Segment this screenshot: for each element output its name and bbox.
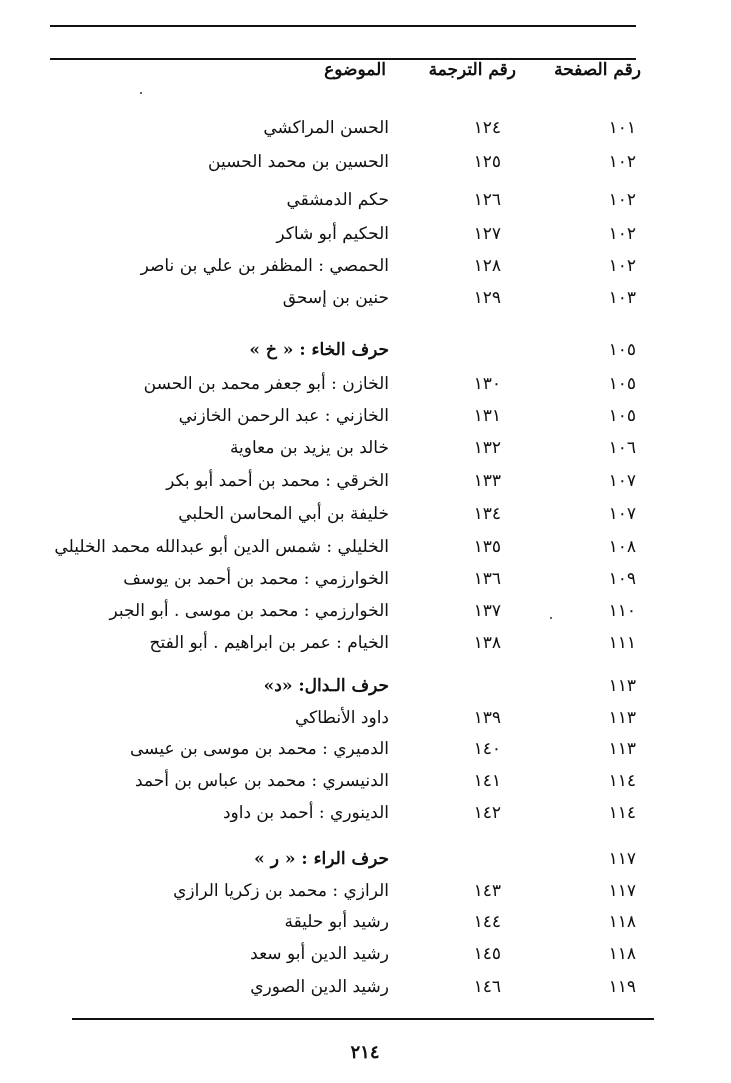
entry-number-cell: ١٣٦	[473, 569, 501, 589]
table-row	[0, 765, 731, 797]
table-row	[0, 797, 731, 829]
entry-number-cell: ١٣٢	[473, 438, 501, 458]
entry-number-cell: ١٣٥	[473, 537, 501, 557]
subject-cell: خالد بن يزيد بن معاوية	[229, 438, 389, 458]
entry-number-cell: ١٤٠	[473, 739, 501, 759]
page-cell: ١٠٨	[608, 537, 636, 557]
subject-cell: حكم الدمشقي	[286, 190, 389, 210]
entry-number-cell: ١٤٣	[473, 881, 501, 901]
entry-number-cell: ١٢٧	[473, 224, 501, 244]
entry-number-cell: ١٣١	[473, 406, 501, 426]
page-cell: ١١٧	[608, 881, 636, 901]
subject-cell: حنين بن إسحق	[282, 288, 389, 308]
page-cell: ١٠٢	[608, 190, 636, 210]
entry-number-cell: ١٢٩	[473, 288, 501, 308]
bottom-rule	[72, 1018, 654, 1020]
subject-cell: داود الأنطاكي	[294, 708, 389, 728]
table-row	[0, 368, 731, 400]
table-row	[0, 282, 731, 314]
page-cell: ١١٠	[608, 601, 636, 621]
entry-number-cell: ١٣٧	[473, 601, 501, 621]
subject-cell: رشيد أبو حليقة	[284, 912, 389, 932]
entry-number-cell: ١٣٠	[473, 374, 501, 394]
subject-cell: الخرقي : محمد بن أحمد أبو بكر	[166, 471, 389, 491]
page-cell: ١١٩	[608, 977, 636, 997]
top-rule	[50, 25, 636, 27]
entry-number-cell: ١٣٨	[473, 633, 501, 653]
subject-cell: الخازني : عبد الرحمن الخازني	[178, 406, 389, 426]
section-heading-row	[0, 843, 731, 875]
entry-number-cell: ١٤٤	[473, 912, 501, 932]
table-row	[0, 531, 731, 563]
table-row	[0, 702, 731, 734]
entry-number-cell: ١٣٣	[473, 471, 501, 491]
table-row	[0, 595, 731, 627]
table-row	[0, 938, 731, 970]
subject-cell: الخوارزمي : محمد بن أحمد بن يوسف	[123, 569, 389, 589]
subject-cell: الرازي : محمد بن زكريا الرازي	[173, 881, 389, 901]
page-cell: ١٠٥	[608, 340, 636, 360]
table-row	[0, 627, 731, 659]
header-subject-column: الموضوع	[324, 60, 386, 80]
section-heading-row	[0, 670, 731, 702]
entry-number-cell: ١٤٦	[473, 977, 501, 997]
table-row	[0, 875, 731, 907]
page-cell: ١١٤	[608, 803, 636, 823]
table-row	[0, 971, 731, 1003]
entry-number-cell: ١٤٢	[473, 803, 501, 823]
section-heading: حرف الخاء : « خ »	[249, 340, 389, 360]
entry-number-cell: ١٢٥	[473, 152, 501, 172]
page-cell: ١٠٢	[608, 256, 636, 276]
entry-number-cell: ١٣٤	[473, 504, 501, 524]
page-cell: ١٠٩	[608, 569, 636, 589]
table-row	[0, 498, 731, 530]
page-cell: ١٠٦	[608, 438, 636, 458]
page-cell: ١١٣	[608, 708, 636, 728]
page-cell: ١٠٧	[608, 471, 636, 491]
entry-number-cell: ١٢٨	[473, 256, 501, 276]
entry-number-cell: ١٢٦	[473, 190, 501, 210]
table-row	[0, 563, 731, 595]
page-cell: ١٠٥	[608, 374, 636, 394]
entry-number-cell: ١٤١	[473, 771, 501, 791]
table-row	[0, 400, 731, 432]
subject-cell: رشيد الدين الصوري	[250, 977, 389, 997]
page-cell: ١١١	[608, 633, 636, 653]
subject-cell: الحسين بن محمد الحسين	[208, 152, 389, 172]
subject-cell: الدنيسري : محمد بن عباس بن أحمد	[134, 771, 389, 791]
entry-number-cell: ١٢٤	[473, 118, 501, 138]
entry-number-cell: ١٣٩	[473, 708, 501, 728]
scan-speck	[140, 92, 142, 94]
table-row	[0, 250, 731, 282]
subject-cell: الحسن المراكشي	[263, 118, 389, 138]
table-row	[0, 184, 731, 216]
page-cell: ١٠١	[608, 118, 636, 138]
page-cell: ١٠٣	[608, 288, 636, 308]
page-cell: ١٠٢	[608, 152, 636, 172]
table-row	[0, 432, 731, 464]
section-heading: حرف الراء : « ر »	[254, 849, 389, 869]
subject-cell: الدينوري : أحمد بن داود	[222, 803, 389, 823]
page-cell: ١١٤	[608, 771, 636, 791]
entry-number-cell: ١٤٥	[473, 944, 501, 964]
page-cell: ١١٣	[608, 739, 636, 759]
page-cell: ١٠٥	[608, 406, 636, 426]
subject-cell: الخليلي : شمس الدين أبو عبدالله محمد الخليلي	[54, 537, 389, 557]
page-cell: ١٠٧	[608, 504, 636, 524]
subject-cell: خليفة بن أبي المحاسن الحلبي	[178, 504, 389, 524]
table-row	[0, 733, 731, 765]
page-cell: ١٠٢	[608, 224, 636, 244]
subject-cell: رشيد الدين أبو سعد	[250, 944, 389, 964]
table-row	[0, 146, 731, 178]
section-heading: حرف الـدال: «د»	[263, 676, 389, 696]
section-heading-row	[0, 334, 731, 366]
page-number: ٢١٤	[350, 1042, 380, 1063]
page-cell: ١١٧	[608, 849, 636, 869]
page-cell: ١١٣	[608, 676, 636, 696]
subject-cell: الحمصي : المظفر بن علي بن ناصر	[140, 256, 389, 276]
scan-speck	[550, 617, 552, 619]
table-row	[0, 218, 731, 250]
page-cell: ١١٨	[608, 944, 636, 964]
page-cell: ١١٨	[608, 912, 636, 932]
subject-cell: الخازن : أبو جعفر محمد بن الحسن	[143, 374, 389, 394]
table-row	[0, 906, 731, 938]
table-row	[0, 112, 731, 144]
header-number-column: رقم الترجمة	[428, 60, 516, 80]
subject-cell: الدميري : محمد بن موسى بن عيسى	[130, 739, 389, 759]
subject-cell: الخوارزمي : محمد بن موسى . أبو الجبر	[109, 601, 389, 621]
table-row	[0, 465, 731, 497]
header-page-column: رقم الصفحة	[554, 60, 641, 80]
subject-cell: الخيام : عمر بن ابراهيم . أبو الفتح	[149, 633, 389, 653]
subject-cell: الحكيم أبو شاكر	[276, 224, 389, 244]
